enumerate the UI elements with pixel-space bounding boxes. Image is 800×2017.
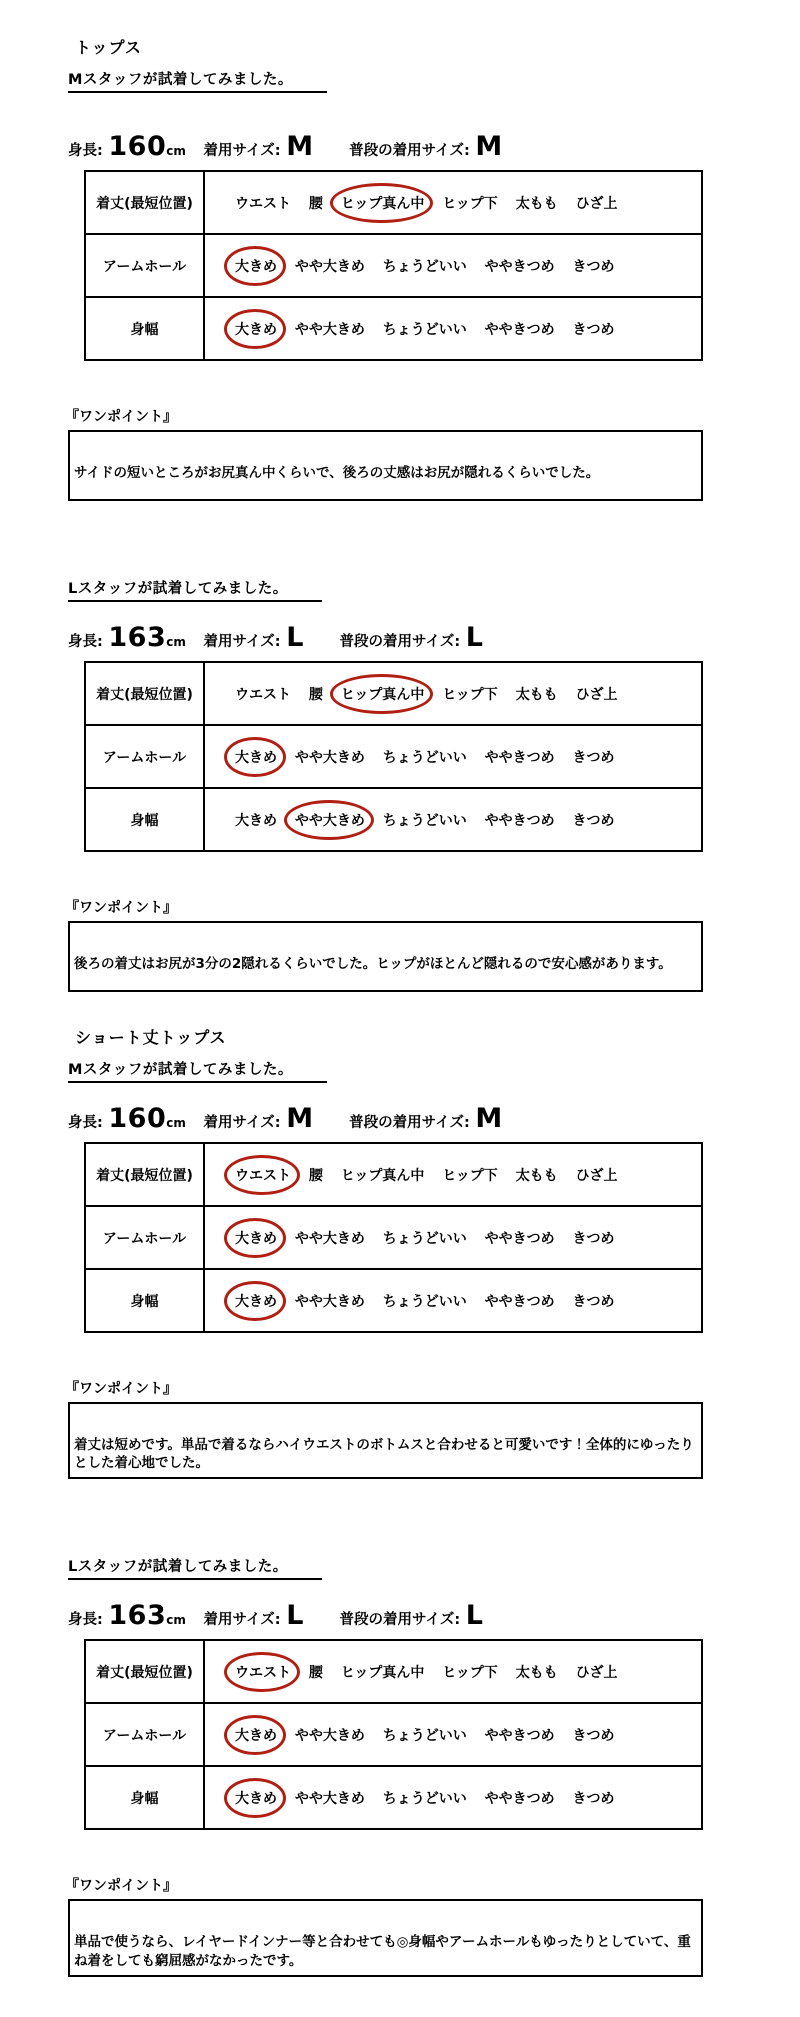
onepoint-heading: 『ワンポイント』 xyxy=(65,900,177,916)
staff-comment-box xyxy=(68,1899,703,1976)
fit-option: ちょうどいい xyxy=(382,258,467,275)
fit-option: ひざ上 xyxy=(575,195,618,212)
height-value: 163 xyxy=(108,1600,167,1632)
fit-option: 太もも xyxy=(515,1167,558,1184)
fit-option: ちょうどいい xyxy=(382,321,467,338)
fit-option: ちょうどいい xyxy=(382,812,467,829)
worn-size-value: M xyxy=(286,131,314,162)
row-options xyxy=(204,1640,702,1703)
fit-row-armhole xyxy=(85,725,702,788)
fit-option: きつめ xyxy=(572,749,615,766)
worn-size-label: 着用サイズ: xyxy=(203,143,281,159)
height-unit: cm xyxy=(166,1116,186,1130)
fit-option: 大きめ xyxy=(235,1725,277,1745)
staff-comment: 後ろの着丈はお尻が3分の2隠れるくらいでした。ヒップがほとんど隠れるので安心感があります。 xyxy=(74,956,672,972)
fit-option: ウエスト xyxy=(235,1165,291,1185)
staff-heading: Lスタッフが試着してみました。 xyxy=(68,1555,322,1580)
row-label: アームホール xyxy=(85,725,204,788)
staff-comment: 単品で使うなら、レイヤードインナー等と合わせても◎身幅やアームホールもゆったりとしていて、重ね着をしても窮屈感がなかったです。 xyxy=(74,1934,691,1969)
size-info-line xyxy=(68,1600,730,1632)
worn-size-label: 着用サイズ: xyxy=(203,634,281,650)
worn-size-value: M xyxy=(286,1103,314,1134)
size-info-line xyxy=(68,1105,730,1132)
staff-heading: Mスタッフが試着してみました。 xyxy=(68,1058,327,1083)
fit-option: きつめ xyxy=(572,1293,615,1310)
usual-size-value: M xyxy=(475,1103,503,1134)
row-options xyxy=(204,1143,702,1206)
fit-option: 大きめ xyxy=(235,747,277,767)
onepoint-heading: 『ワンポイント』 xyxy=(65,409,177,425)
row-options xyxy=(204,171,702,234)
fit-option: ウエスト xyxy=(235,195,291,212)
onepoint-heading: 『ワンポイント』 xyxy=(65,1878,177,1895)
fit-option: 腰 xyxy=(308,686,323,703)
fit-option: ヒップ下 xyxy=(442,1167,498,1184)
fit-option: きつめ xyxy=(572,1790,615,1807)
usual-size-value: M xyxy=(475,131,503,162)
fit-row-armhole xyxy=(85,1206,702,1269)
height-label: 身長: xyxy=(68,634,103,650)
fit-option: やや大きめ xyxy=(294,258,365,275)
row-options xyxy=(204,725,702,788)
usual-size-value: L xyxy=(465,622,484,653)
row-options xyxy=(204,297,702,360)
fit-option: ひざ上 xyxy=(575,1167,618,1184)
fit-option: 大きめ xyxy=(235,319,277,339)
fit-option: ちょうどいい xyxy=(382,1727,467,1744)
fit-report-tops-l xyxy=(65,501,730,992)
height-value: 160 xyxy=(108,1103,167,1134)
fit-option: 太もも xyxy=(515,1664,558,1681)
row-options xyxy=(204,662,702,725)
fit-option: ヒップ下 xyxy=(442,1664,498,1681)
staff-heading: Lスタッフが試着してみました。 xyxy=(68,577,322,602)
fit-option: ややきつめ xyxy=(484,1230,555,1247)
fit-option: やや大きめ xyxy=(295,810,365,830)
fit-option: 大きめ xyxy=(235,812,277,829)
fit-option: ヒップ真ん中 xyxy=(340,1167,425,1184)
fit-row-length xyxy=(85,1640,702,1703)
usual-size-value: L xyxy=(465,1600,484,1632)
row-options xyxy=(204,1766,702,1829)
fit-option: ヒップ下 xyxy=(442,195,498,212)
staff-comment: 着丈は短めです。単品で着るならハイウエストのボトムスと合わせると可愛いです！全体的にゆったりとした着心地でした。 xyxy=(74,1437,694,1472)
fit-option: ひざ上 xyxy=(575,686,618,703)
category-title-short-tops: ショート丈トップス xyxy=(75,1028,227,1047)
fit-option: きつめ xyxy=(572,258,615,275)
fit-option: ヒップ真ん中 xyxy=(340,1664,425,1681)
height-label: 身長: xyxy=(68,143,103,159)
fit-table xyxy=(84,170,703,361)
staff-comment-box xyxy=(68,1402,703,1479)
size-info-line xyxy=(68,133,730,160)
fit-row-armhole xyxy=(85,234,702,297)
fit-row-length xyxy=(85,662,702,725)
fit-option: ヒップ真ん中 xyxy=(341,684,425,704)
fit-table xyxy=(84,1142,703,1333)
row-label: 身幅 xyxy=(85,297,204,360)
fit-option: やや大きめ xyxy=(294,1293,365,1310)
fit-option: やや大きめ xyxy=(294,1727,365,1744)
fit-report-tops-m xyxy=(65,68,730,501)
fit-row-width xyxy=(85,788,702,851)
fit-option: やや大きめ xyxy=(294,321,365,338)
fit-option: ちょうどいい xyxy=(382,1230,467,1247)
staff-comment: サイドの短いところがお尻真ん中くらいで、後ろの丈感はお尻が隠れるくらいでした。 xyxy=(74,465,600,481)
fit-option: きつめ xyxy=(572,321,615,338)
fit-option: 太もも xyxy=(515,195,558,212)
height-unit: cm xyxy=(166,144,186,158)
fit-option: ひざ上 xyxy=(575,1664,618,1681)
height-value: 163 xyxy=(108,622,167,653)
fit-option: ちょうどいい xyxy=(382,749,467,766)
fit-option: 大きめ xyxy=(235,1291,277,1311)
fit-option: ウエスト xyxy=(235,686,291,703)
fit-option: 大きめ xyxy=(235,256,277,276)
fit-row-width xyxy=(85,1269,702,1332)
fit-option: ウエスト xyxy=(235,1662,291,1682)
height-unit: cm xyxy=(166,635,186,649)
row-options xyxy=(204,1269,702,1332)
fit-option: きつめ xyxy=(572,1230,615,1247)
row-options xyxy=(204,1206,702,1269)
fit-option: 大きめ xyxy=(235,1228,277,1248)
row-label: アームホール xyxy=(85,1703,204,1766)
fit-option: きつめ xyxy=(572,1727,615,1744)
fit-row-length xyxy=(85,171,702,234)
row-label: アームホール xyxy=(85,234,204,297)
row-label: 着丈(最短位置) xyxy=(85,662,204,725)
fit-option: ややきつめ xyxy=(484,321,555,338)
fit-option: やや大きめ xyxy=(294,1790,365,1807)
fit-row-width xyxy=(85,297,702,360)
staff-comment-box xyxy=(68,921,703,992)
row-options xyxy=(204,1703,702,1766)
row-label: 着丈(最短位置) xyxy=(85,171,204,234)
worn-size-label: 着用サイズ: xyxy=(203,1612,281,1629)
row-label: 着丈(最短位置) xyxy=(85,1640,204,1703)
fit-row-armhole xyxy=(85,1703,702,1766)
size-info-line xyxy=(68,624,730,651)
onepoint-heading: 『ワンポイント』 xyxy=(65,1381,177,1397)
fit-option: ややきつめ xyxy=(484,1727,555,1744)
fit-option: 腰 xyxy=(308,195,323,212)
fit-row-length xyxy=(85,1143,702,1206)
worn-size-label: 着用サイズ: xyxy=(203,1115,281,1131)
height-value: 160 xyxy=(108,131,167,162)
fit-option: ややきつめ xyxy=(484,258,555,275)
fit-table xyxy=(84,1639,703,1830)
row-label: アームホール xyxy=(85,1206,204,1269)
fit-option: ちょうどいい xyxy=(382,1790,467,1807)
staff-comment-box xyxy=(68,430,703,501)
usual-size-label: 普段の着用サイズ: xyxy=(349,143,470,159)
height-label: 身長: xyxy=(68,1612,103,1629)
fit-report-short-tops-m xyxy=(65,1058,730,1479)
fit-option: 腰 xyxy=(308,1664,323,1681)
fit-option: ややきつめ xyxy=(484,749,555,766)
fit-option: 腰 xyxy=(308,1167,323,1184)
category-title-tops: トップス xyxy=(75,38,142,57)
row-label: 身幅 xyxy=(85,1766,204,1829)
height-unit: cm xyxy=(166,1613,186,1628)
fit-report-short-tops-l xyxy=(65,1479,730,1976)
fit-option: ちょうどいい xyxy=(382,1293,467,1310)
fit-option: ややきつめ xyxy=(484,1293,555,1310)
fit-option: やや大きめ xyxy=(294,1230,365,1247)
fit-option: やや大きめ xyxy=(294,749,365,766)
fit-option: ややきつめ xyxy=(484,812,555,829)
row-label: 着丈(最短位置) xyxy=(85,1143,204,1206)
usual-size-label: 普段の着用サイズ: xyxy=(349,1115,470,1131)
row-options xyxy=(204,788,702,851)
staff-heading: Mスタッフが試着してみました。 xyxy=(68,68,327,93)
fit-option: 太もも xyxy=(515,686,558,703)
fit-option: 大きめ xyxy=(235,1788,277,1808)
fit-option: ヒップ下 xyxy=(442,686,498,703)
height-label: 身長: xyxy=(68,1115,103,1131)
fit-option: ややきつめ xyxy=(484,1790,555,1807)
row-options xyxy=(204,234,702,297)
fit-table xyxy=(84,661,703,852)
usual-size-label: 普段の着用サイズ: xyxy=(339,1612,461,1629)
usual-size-label: 普段の着用サイズ: xyxy=(339,634,461,650)
row-label: 身幅 xyxy=(85,788,204,851)
fit-row-width xyxy=(85,1766,702,1829)
fit-option: きつめ xyxy=(572,812,615,829)
worn-size-value: L xyxy=(286,1600,304,1632)
worn-size-value: L xyxy=(286,622,304,653)
fit-option: ヒップ真ん中 xyxy=(341,193,425,213)
row-label: 身幅 xyxy=(85,1269,204,1332)
